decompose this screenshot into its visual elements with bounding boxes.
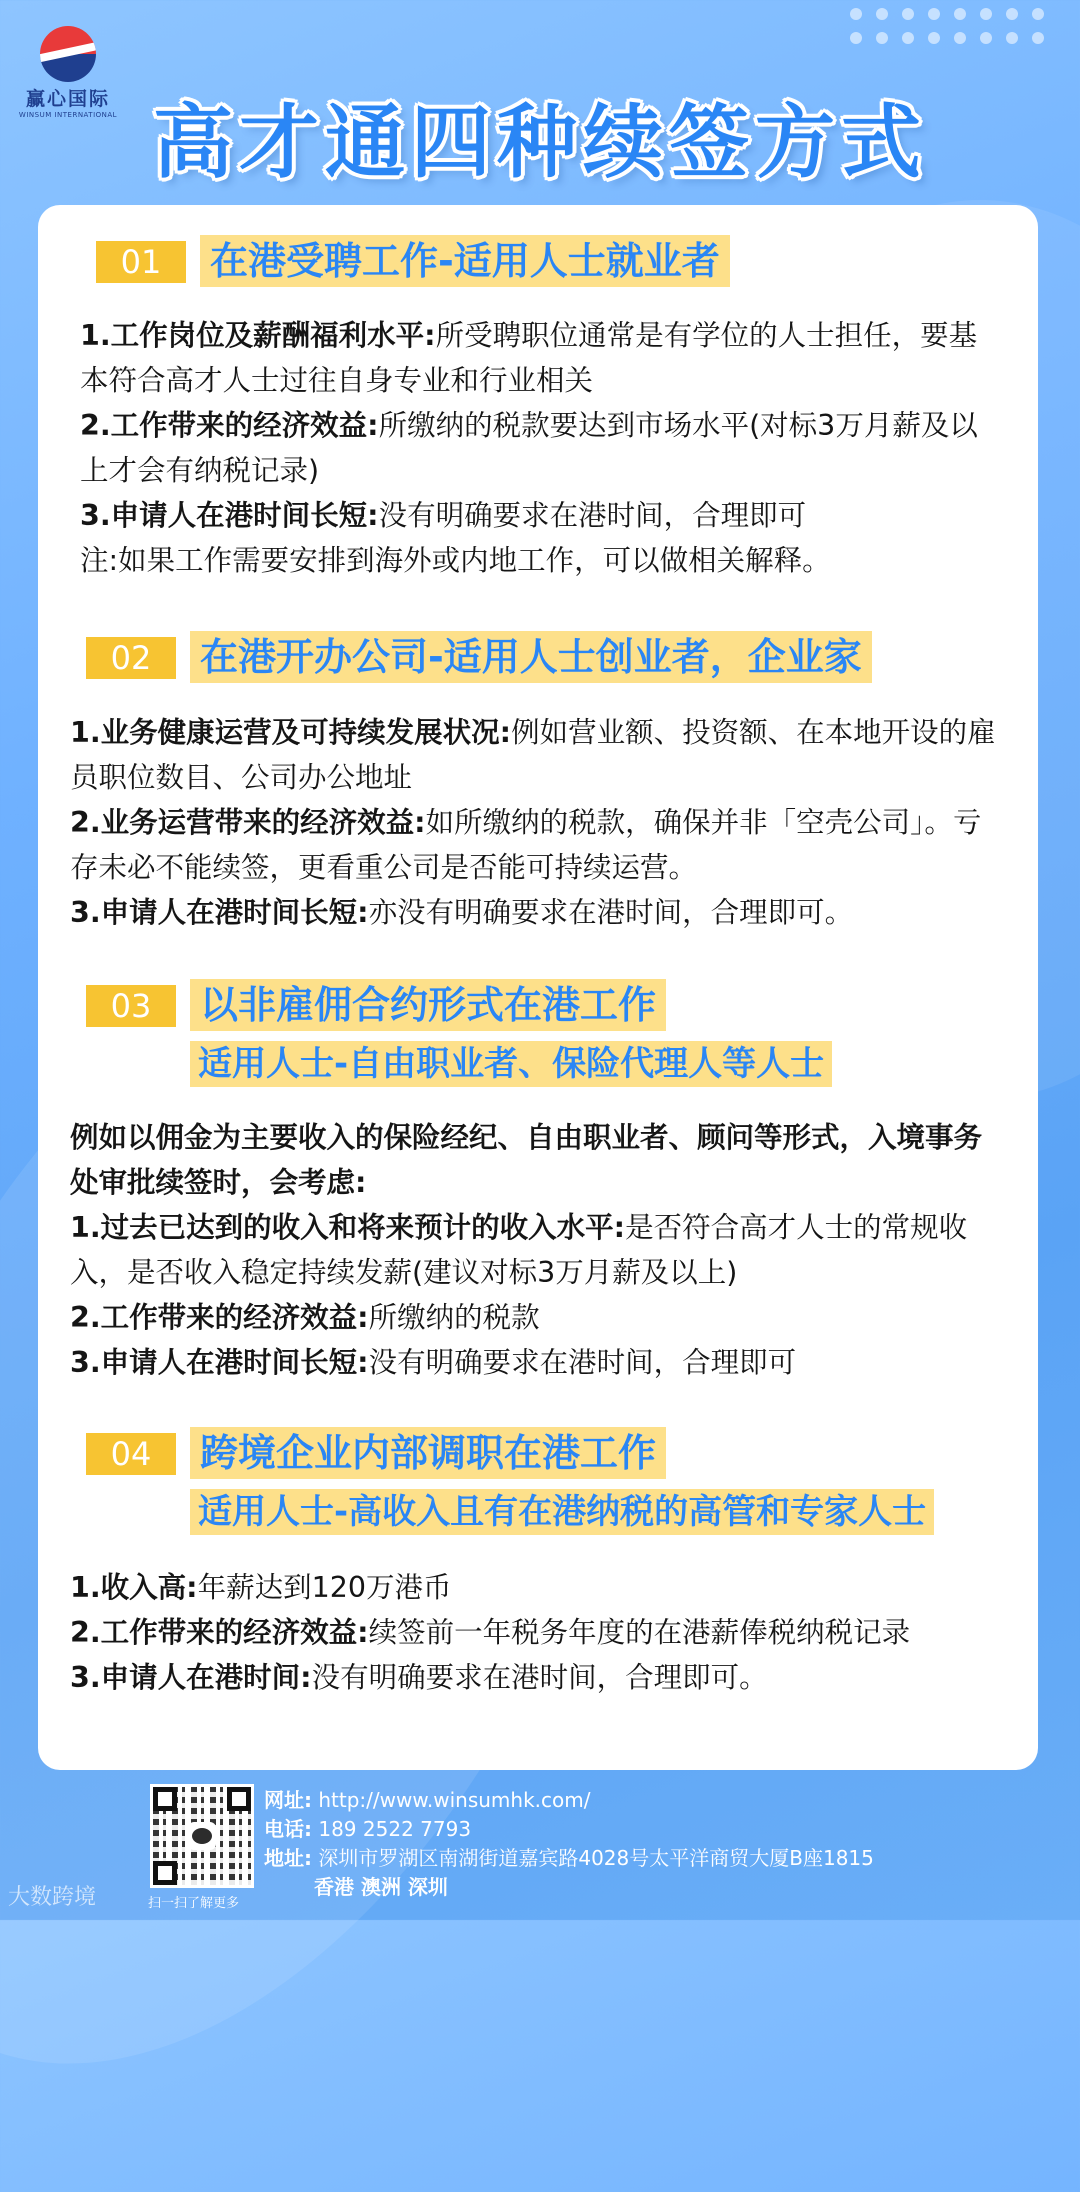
list-item: 2.业务运营带来的经济效益:如所缴纳的税款，确保并非「空壳公司」。亏存未必不能续签，更看重公司是否能可持续运营。 — [70, 806, 982, 884]
list-item: 3.申请人在港时间长短:亦没有明确要求在港时间，合理即可。 — [70, 896, 854, 929]
qr-finder — [153, 1787, 177, 1811]
content-card — [38, 205, 1038, 1770]
phone-line: 电话: 189 2522 7793 — [264, 1817, 472, 1841]
list-item: 3.申请人在港时间长短:没有明确要求在港时间，合理即可 — [70, 1346, 797, 1379]
section-title: 在港开办公司-适用人士创业者，企业家 — [190, 631, 872, 683]
regions: 香港 澳洲 深圳 — [314, 1875, 448, 1899]
contact-info — [264, 1786, 874, 1902]
section-title: 在港受聘工作-适用人士就业者 — [200, 235, 730, 287]
section-intro: 例如以佣金为主要收入的保险经纪、自由职业者、顾问等形式，入境事务处审批续签时，会考虑: — [70, 1121, 983, 1199]
section-body — [70, 710, 1005, 935]
decorative-dots — [850, 8, 1050, 44]
section-number: 04 — [86, 1433, 176, 1475]
wechat-icon — [188, 1822, 216, 1850]
section-number: 02 — [86, 637, 176, 679]
list-item: 1.收入高:年薪达到120万港币 — [70, 1571, 452, 1604]
qr-code[interactable] — [150, 1784, 254, 1888]
section-subtitle: 适用人士-自由职业者、保险代理人等人士 — [190, 1041, 832, 1087]
list-item: 3.申请人在港时间长短:没有明确要求在港时间，合理即可 — [80, 499, 807, 532]
address-line: 地址: 深圳市罗湖区南湖街道嘉宾路4028号太平洋商贸大厦B座1815 — [264, 1846, 874, 1870]
list-item: 2.工作带来的经济效益:所缴纳的税款要达到市场水平(对标3万月薪及以上才会有纳税记录) — [80, 409, 978, 487]
list-item: 1.工作岗位及薪酬福利水平:所受聘职位通常是有学位的人士担任，要基本符合高才人士过往自身专业和行业相关 — [80, 319, 978, 397]
logo-mark-icon — [40, 26, 96, 82]
page-title: 高才通四种续签方式 — [153, 96, 927, 189]
section-number: 01 — [96, 241, 186, 283]
list-item: 1.过去已达到的收入和将来预计的收入水平:是否符合高才人士的常规收入，是否收入稳定持续发薪(建议对标3万月薪及以上) — [70, 1211, 968, 1289]
watermark: 大数跨境 — [8, 1885, 97, 1910]
qr-finder — [227, 1787, 251, 1811]
section-title: 以非雇佣合约形式在港工作 — [190, 979, 666, 1031]
footer — [0, 1780, 1080, 1920]
list-item: 3.申请人在港时间:没有明确要求在港时间，合理即可。 — [70, 1661, 768, 1694]
website-line: 网址: http://www.winsumhk.com/ — [264, 1788, 591, 1812]
section-body — [70, 1565, 1005, 1700]
list-item: 2.工作带来的经济效益:续签前一年税务年度的在港薪俸税纳税记录 — [70, 1616, 911, 1649]
list-item: 2.工作带来的经济效益:所缴纳的税款 — [70, 1301, 540, 1334]
section-body — [70, 1115, 1005, 1385]
logo-name-cn: 赢心国际 — [25, 88, 110, 110]
logo-name-en: WINSUM INTERNATIONAL — [18, 111, 118, 119]
section-body — [80, 313, 1005, 583]
qr-caption: 扫一扫了解更多 — [148, 1896, 240, 1911]
phone-number[interactable]: 189 2522 7793 — [318, 1817, 472, 1841]
website-link[interactable]: http://www.winsumhk.com/ — [318, 1788, 591, 1812]
list-item: 注:如果工作需要安排到海外或内地工作，可以做相关解释。 — [80, 544, 831, 577]
qr-finder — [153, 1861, 177, 1885]
list-item: 1.业务健康运营及可持续发展状况:例如营业额、投资额、在本地开设的雇员职位数目、公司办公地址 — [70, 716, 996, 794]
section-title: 跨境企业内部调职在港工作 — [190, 1427, 666, 1479]
section-number: 03 — [86, 985, 176, 1027]
section-subtitle: 适用人士-高收入且有在港纳税的高管和专家人士 — [190, 1489, 934, 1535]
